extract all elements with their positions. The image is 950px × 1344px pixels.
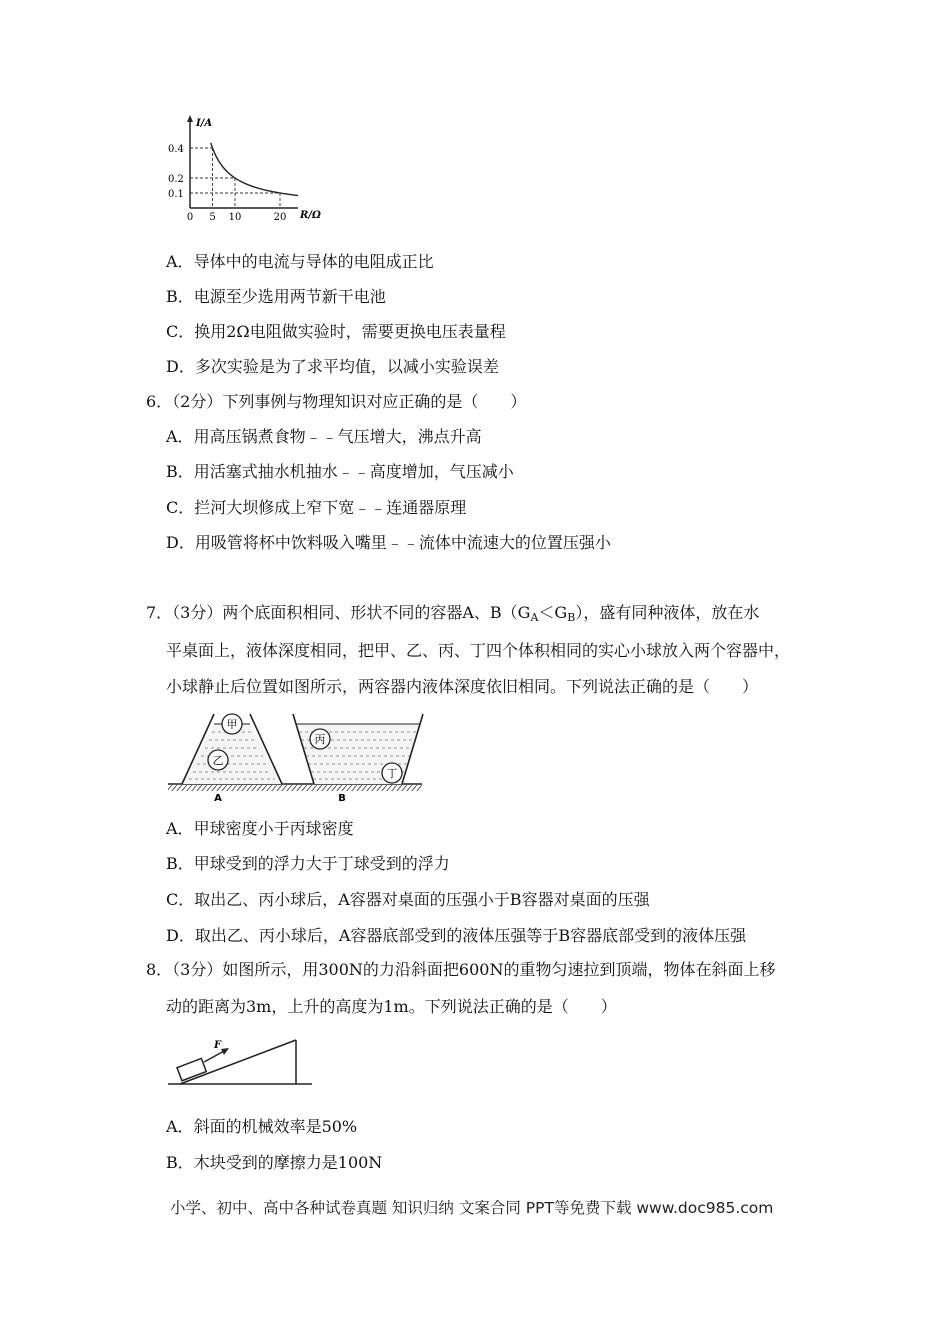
q8-option-a: A．斜面的机械效率是50% [166,1117,358,1136]
q7-option-a: A．甲球密度小于丙球密度 [166,819,354,838]
q5-option-d: D．多次实验是为了求平均值，以减小实验误差 [166,357,499,376]
q7-option-b: B．甲球受到的浮力大于丁球受到的浮力 [166,854,450,873]
y-tick-label: 0.2 [168,174,184,185]
force-label: F [214,1040,222,1051]
label-a: A [214,793,222,804]
svg-text:甲: 甲 [226,718,238,731]
x-tick-label: 5 [209,212,216,223]
incline-figure [166,1028,316,1090]
q8-stem-line2: 动的距离为3m，上升的高度为1m。下列说法正确的是（ ） [166,997,617,1016]
q5-option-c: C．换用2Ω电阻做实验时，需要更换电压表量程 [166,322,506,341]
svg-text:丁: 丁 [386,767,398,780]
x-tick-label: 20 [273,212,287,223]
q6-option-b: B．用活塞式抽水机抽水﹣﹣高度增加，气压减小 [166,462,514,481]
y-tick-label: 0.4 [168,144,184,155]
q7-stem-line2: 平桌面上，液体深度相同，把甲、乙、丙、丁四个体积相同的实心小球放入两个容器中， [166,641,791,660]
block [177,1058,206,1080]
q8-stem-line1: 8．（3分）如图所示，用300N的力沿斜面把600N的重物匀速拉到顶端，物体在斜面上移 [146,960,776,979]
footer-text: 小学、初中、高中各种试卷真题 知识归纳 文案合同 PPT等免费下载 www.doc985.com [170,1199,774,1217]
y-axis-label: I/A [196,118,213,129]
label-b: B [338,793,346,804]
x-tick-label: 10 [228,212,242,223]
svg-text:乙: 乙 [212,754,224,767]
svg-text:丙: 丙 [314,733,326,746]
q7-option-c: C．取出乙、丙小球后，A容器对桌面的压强小于B容器对桌面的压强 [166,890,650,909]
y-axis-arrow [187,115,193,122]
y-tick-label: 0.1 [168,189,184,200]
q5-option-b: B．电源至少选用两节新干电池 [166,287,386,306]
current-resistance-graph [166,112,326,224]
q5-option-a: A．导体中的电流与导体的电阻成正比 [166,252,434,271]
q6-option-a: A．用高压锅煮食物﹣﹣气压增大，沸点升高 [166,427,482,446]
table-hatching [168,785,422,791]
containers-figure [166,708,426,804]
q7-stem-line3: 小球静止后位置如图所示，两容器内液体深度依旧相同。下列说法正确的是（ ） [166,677,759,696]
q8-option-b: B．木块受到的摩擦力是100N [166,1153,383,1172]
q6-stem: 6．（2分）下列事例与物理知识对应正确的是（ ） [146,392,527,411]
current-curve [211,143,298,196]
x-axis-label: R/Ω [300,210,321,221]
q7-stem-line1: 7．（3分）两个底面积相同、形状不同的容器A、$B(G_A<G_B)$，盛有同种液体，放在水 [146,603,760,624]
x-tick-label: 0 [186,212,194,223]
q6-option-c: C．拦河大坝修成上窄下宽﹣﹣连通器原理 [166,498,467,517]
q7-option-d: D．取出乙、丙小球后，A容器底部受到的液体压强等于B容器底部受到的液体压强 [166,926,747,945]
q6-option-d: D．用吸管将杯中饮料吸入嘴里﹣﹣流体中流速大的位置压强小 [166,533,611,552]
